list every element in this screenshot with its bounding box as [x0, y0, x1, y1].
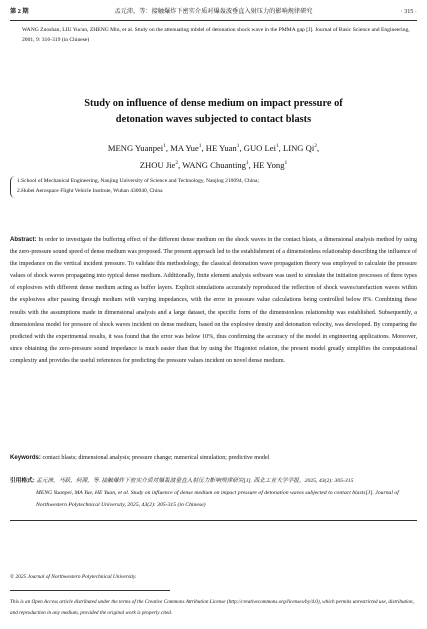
running-title: 孟元沛，等：接触爆炸下密实介质对爆轰波垂直入射压力的影响规律研究 — [114, 8, 313, 15]
author-affiliation-mark: 1 — [284, 159, 288, 166]
running-header — [10, 6, 417, 18]
author-line: MENG Yuanpei$^1$, MA Yue$^1$, HE Yuan$^1$, GUO Lei$^1$, LING Qi$^2$, — [107, 142, 320, 153]
keywords — [10, 453, 417, 464]
author-affiliation-mark: 2 — [175, 159, 179, 166]
issue-number: 第 2 期 — [10, 8, 29, 15]
reference-note: WANG Zuoshan, LIU Yucun, ZHENG Min, et al. Study on the attenuating mbdel of detonation shock wave in the PMMA gap [J]. Journal of Basic Science and Engineering, 2001, 9: 316-319 (in Chinese) — [22, 27, 410, 43]
citation-block — [10, 475, 417, 511]
copyright-notice: © 2025 Journal of Northwestern Polytechnical University. — [10, 574, 137, 580]
page-number: · 315 · — [400, 8, 417, 15]
abstract-text: In order to investigate the buffering effect of the different dense medium on the shock waves in the contact blasts, a dimensional analysis method by using the zero-pressure sound speed of dense medium was proposed. The present approach led to the establishment of a dimensionless relationship describing the influence of the impedance on the vertical incident pressure. To validate this methodology, the classical detonation wave propagation theory was employed to calculate the pressure values of shock waves propagating into typical dense medium. Additionally, finite element analysis software was used to simulate the initiation processes of three types of explosives with different dense medium acting as buffer layers. Explicit simulations accurately reproduced the reflection of shock waves/rarefaction waves within the explosives after passing through medium with varying impedances, with the error in pressure value calculations being controlled below 8%. Combining these results with the assumptions made in dimensional analysis and a large dataset, the specific form of the dimensionless relationship was established. Subsequently, a dimensionless model for pressure of shock waves incident on dense medium, based on the explosive density and detonation velocity, was developed. By comparing the predicted with the experimental results, it was found that the error was below 10%, thus confirming the accuracy of the model in engineering applications. Moreover, since obtaining the zero-pressure sound impedance is much easier than that by using the Hugoniot relation, the present model greatly simplifies the computational complexity and provides the useful references for predicting the pressure values incident on novel dense medium. — [10, 237, 417, 364]
paper-title — [14, 96, 413, 128]
author-list — [14, 139, 413, 173]
header-divider — [10, 20, 417, 21]
affiliation-brace — [10, 176, 16, 198]
author-name: HE Yuan — [205, 142, 237, 153]
author-name: ZHOU Jie — [139, 159, 176, 170]
affiliation-item: 2.Hubei Aerospace Flight Vehicle Institute, Wuhan 430040, China — [17, 188, 163, 194]
author-affiliation-mark: 1 — [236, 143, 240, 149]
keywords-label: Keywords: — [10, 455, 41, 461]
license-text: This is an Open Access article distributed under the terms of the Creative Commons Attribution License (http://creativecommons.org/licenses/by/4.0), which permits unrestricted use, distribution, and reproduction in any medium, provided the original work is properly cited. — [10, 599, 414, 616]
title-line: detonation waves subjected to contact blasts — [115, 114, 312, 125]
author-affiliation-mark: 1 — [245, 159, 249, 166]
section-divider — [10, 520, 417, 521]
footnote-divider — [10, 590, 170, 591]
author-name: HE Yong — [252, 159, 285, 170]
author-name: MA Yue — [170, 142, 199, 153]
abstract — [10, 234, 417, 367]
author-affiliation-mark: 1 — [163, 143, 166, 149]
author-line: ZHOU Jie$^2$, WANG Chuanting$^1$, HE Yong$^1$ — [139, 159, 288, 170]
citation-label: 引用格式: — [10, 478, 35, 484]
author-name: WANG Chuanting — [182, 159, 246, 170]
affiliation-item: 1.School of Mechanical Engineering, Nanjing University of Science and Technology, Nanjing 210094, China; — [17, 178, 260, 184]
keywords-text: contact blasts; dimensional analysis; pressure change; numerical simulation; predictive model — [42, 455, 270, 461]
citation-english: MENG Yuanpei, MA Yue, HE Yuan, et al. Study on influence of dense medium on impact pressure of detonation waves subjected to contact blasts[J]. Journal of Northwestern Polytechnical University, 2025, 43(2): 305-315 (in Chinese) — [36, 490, 399, 508]
affiliations — [10, 176, 422, 196]
author-affiliation-mark: 2 — [314, 143, 317, 149]
author-affiliation-mark: 1 — [275, 143, 279, 149]
author-name: MENG Yuanpei — [107, 142, 164, 153]
author-name: LING Qi — [282, 142, 315, 153]
citation-chinese: 孟元沛，马跃，何源，等. 接触爆炸下密实介质对爆轰波垂直入射压力影响规律研究[J]. 西北工业大学学报，2025, 43(2): 305-315 — [36, 478, 354, 484]
title-line: Study on influence of dense medium on impact pressure of — [84, 98, 343, 109]
author-affiliation-mark: 1 — [198, 143, 202, 149]
author-name: GUO Lei — [243, 142, 276, 153]
abstract-label: Abstract: — [10, 237, 37, 243]
